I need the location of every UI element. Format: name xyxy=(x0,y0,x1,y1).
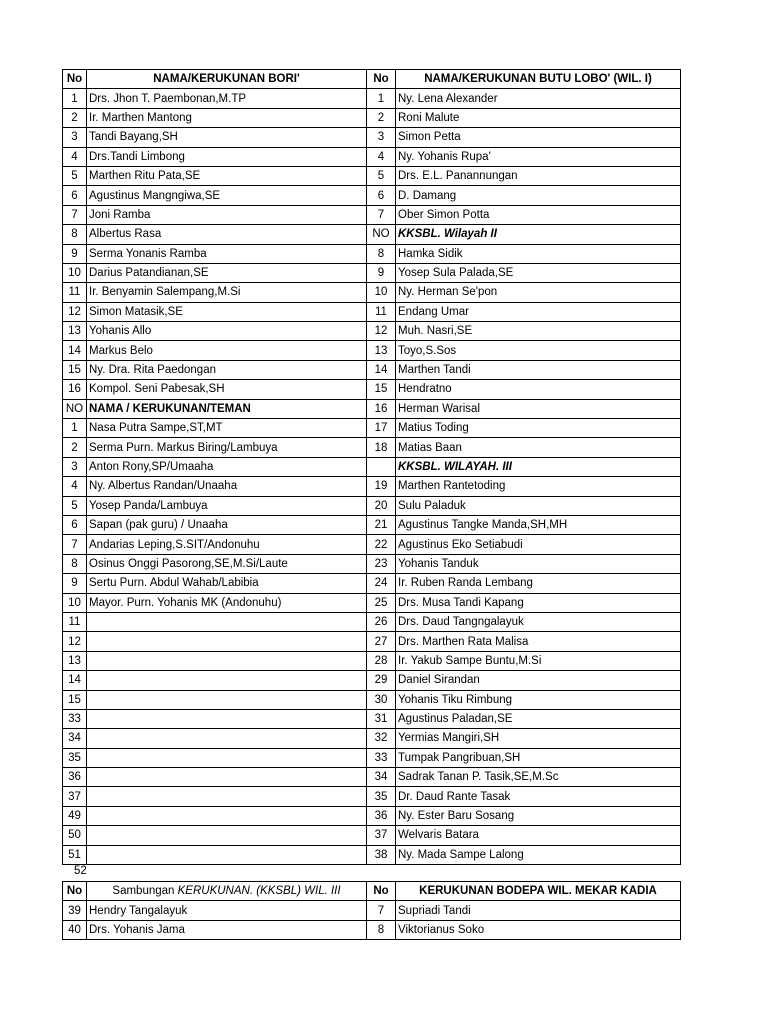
member-name-left: Yosep Panda/Lambuya xyxy=(87,496,367,515)
continuation-table xyxy=(62,881,681,940)
row-number-left: 37 xyxy=(63,787,87,806)
row-number-right: 19 xyxy=(367,477,396,496)
row-number-right: 1 xyxy=(367,89,396,108)
member-name-right: Tumpak Pangribuan,SH xyxy=(396,748,681,767)
row-number-left: 14 xyxy=(63,671,87,690)
continuation-table-body xyxy=(63,901,681,940)
table-row xyxy=(63,341,681,360)
row-number-right: 35 xyxy=(367,787,396,806)
member-name-left: Joni Ramba xyxy=(87,205,367,224)
member-name-left xyxy=(87,845,367,864)
member-name-left: Drs. Yohanis Jama xyxy=(87,920,367,939)
table-row xyxy=(63,108,681,127)
row-number-left: 39 xyxy=(63,901,87,920)
table-row xyxy=(63,535,681,554)
member-name-right: Drs. Marthen Rata Malisa xyxy=(396,632,681,651)
row-number-right: 24 xyxy=(367,574,396,593)
header-bori: NAMA/KERUKUNAN BORI' xyxy=(87,70,367,89)
member-name-right: Yermias Mangiri,SH xyxy=(396,729,681,748)
row-number-right: 14 xyxy=(367,360,396,379)
member-name-right: Ny. Herman Se'pon xyxy=(396,283,681,302)
member-name-left: Andarias Leping,S.SIT/Andonuhu xyxy=(87,535,367,554)
member-name-right: Agustinus Paladan,SE xyxy=(396,709,681,728)
table-row xyxy=(63,651,681,670)
row-number-right: 32 xyxy=(367,729,396,748)
row-number-left: 16 xyxy=(63,380,87,399)
member-name-right: Ny. Ester Baru Sosang xyxy=(396,806,681,825)
member-name-left: Drs. Jhon T. Paembonan,M.TP xyxy=(87,89,367,108)
row-number-left: 7 xyxy=(63,205,87,224)
member-name-right: Yohanis Tanduk xyxy=(396,554,681,573)
row-number-left: 4 xyxy=(63,147,87,166)
row-count: 52 xyxy=(74,865,87,877)
member-name-left: Kompol. Seni Pabesak,SH xyxy=(87,380,367,399)
member-name-right: Sulu Paladuk xyxy=(396,496,681,515)
row-number-right: 3 xyxy=(367,128,396,147)
row-number-left: 8 xyxy=(63,554,87,573)
member-name-right: Dr. Daud Rante Tasak xyxy=(396,787,681,806)
row-number-left: 15 xyxy=(63,360,87,379)
member-name-right: Matias Baan xyxy=(396,438,681,457)
row-number-left: 2 xyxy=(63,438,87,457)
row-number-left: 1 xyxy=(63,89,87,108)
row-number-right: NO xyxy=(367,225,396,244)
table-row xyxy=(63,768,681,787)
member-name-right: Agustinus Tangke Manda,SH,MH xyxy=(396,515,681,534)
member-name-right: Ny. Mada Sampe Lalong xyxy=(396,845,681,864)
member-name-right: Yosep Sula Palada,SE xyxy=(396,263,681,282)
member-name-right: Hamka Sidik xyxy=(396,244,681,263)
member-name-left: Simon Matasik,SE xyxy=(87,302,367,321)
row-number-right: 21 xyxy=(367,515,396,534)
member-name-right: Ir. Ruben Randa Lembang xyxy=(396,574,681,593)
header-no-right: No xyxy=(367,882,396,901)
member-name-left: Ny. Dra. Rita Paedongan xyxy=(87,360,367,379)
member-name-right: Muh. Nasri,SE xyxy=(396,322,681,341)
row-number-right: 20 xyxy=(367,496,396,515)
row-number-right: 2 xyxy=(367,108,396,127)
row-number-right: 7 xyxy=(367,901,396,920)
member-name-left xyxy=(87,612,367,631)
row-number-left: 36 xyxy=(63,768,87,787)
table-row xyxy=(63,166,681,185)
row-number-left: 15 xyxy=(63,690,87,709)
member-name-left xyxy=(87,787,367,806)
table-row xyxy=(63,322,681,341)
member-name-left xyxy=(87,806,367,825)
member-name-right: Endang Umar xyxy=(396,302,681,321)
row-number-left: 9 xyxy=(63,574,87,593)
member-name-left xyxy=(87,768,367,787)
header-bodepa: KERUKUNAN BODEPA WIL. MEKAR KADIA xyxy=(396,882,681,901)
table-row xyxy=(63,89,681,108)
member-name-right: Drs. E.L. Panannungan xyxy=(396,166,681,185)
row-number-left: 8 xyxy=(63,225,87,244)
table-row xyxy=(63,263,681,282)
member-name-left xyxy=(87,651,367,670)
row-number-right: 25 xyxy=(367,593,396,612)
row-number-right: 6 xyxy=(367,186,396,205)
member-name-right: Hendratno xyxy=(396,380,681,399)
member-name-left: Serma Purn. Markus Biring/Lambuya xyxy=(87,438,367,457)
table-row xyxy=(63,399,681,418)
header-row xyxy=(63,882,681,901)
row-number-right: 17 xyxy=(367,419,396,438)
table-row xyxy=(63,671,681,690)
table-row xyxy=(63,128,681,147)
row-number-right: 18 xyxy=(367,438,396,457)
row-number-right: 4 xyxy=(367,147,396,166)
member-name-left xyxy=(87,690,367,709)
row-number-right: 8 xyxy=(367,920,396,939)
row-number-right: 5 xyxy=(367,166,396,185)
member-name-left: Yohanis Allo xyxy=(87,322,367,341)
row-number-left: 3 xyxy=(63,457,87,476)
member-name-left xyxy=(87,709,367,728)
table-row xyxy=(63,477,681,496)
member-name-left: Hendry Tangalayuk xyxy=(87,901,367,920)
row-number-right: 23 xyxy=(367,554,396,573)
table-row xyxy=(63,419,681,438)
table-row xyxy=(63,244,681,263)
member-name-right: Agustinus Eko Setiabudi xyxy=(396,535,681,554)
member-name-right: Matius Toding xyxy=(396,419,681,438)
table-row xyxy=(63,729,681,748)
member-name-left: Darius Patandianan,SE xyxy=(87,263,367,282)
table-row xyxy=(63,593,681,612)
row-number-right: 9 xyxy=(367,263,396,282)
member-name-left: Tandi Bayang,SH xyxy=(87,128,367,147)
member-name-right: Yohanis Tiku Rimbung xyxy=(396,690,681,709)
member-name-left: Ny. Albertus Randan/Unaaha xyxy=(87,477,367,496)
member-name-right: Drs. Musa Tandi Kapang xyxy=(396,593,681,612)
row-number-left: 9 xyxy=(63,244,87,263)
table-row xyxy=(63,920,681,939)
header-no-left: No xyxy=(63,882,87,901)
row-number-left: 5 xyxy=(63,496,87,515)
table-row xyxy=(63,554,681,573)
row-number-right: 38 xyxy=(367,845,396,864)
member-name-left: Agustinus Mangngiwa,SE xyxy=(87,186,367,205)
row-number-right: 8 xyxy=(367,244,396,263)
row-number-left: 2 xyxy=(63,108,87,127)
member-name-right: Herman Warisal xyxy=(396,399,681,418)
member-name-left: Ir. Benyamin Salempang,M.Si xyxy=(87,283,367,302)
member-name-left: Serma Yonanis Ramba xyxy=(87,244,367,263)
row-number-left: NO xyxy=(63,399,87,418)
table-row xyxy=(63,457,681,476)
member-name-right: Viktorianus Soko xyxy=(396,920,681,939)
row-number-left: 49 xyxy=(63,806,87,825)
row-number-left: 13 xyxy=(63,651,87,670)
row-number-right: 31 xyxy=(367,709,396,728)
member-name-left: Markus Belo xyxy=(87,341,367,360)
table-row xyxy=(63,826,681,845)
row-number-left: 10 xyxy=(63,593,87,612)
member-name-right: KKSBL. Wilayah II xyxy=(396,225,681,244)
member-name-left xyxy=(87,729,367,748)
table-row xyxy=(63,709,681,728)
table-row xyxy=(63,787,681,806)
table-row xyxy=(63,632,681,651)
member-name-right: Ny. Yohanis Rupa' xyxy=(396,147,681,166)
row-number-left: 12 xyxy=(63,632,87,651)
member-name-left xyxy=(87,632,367,651)
row-number-right: 36 xyxy=(367,806,396,825)
member-name-right: Welvaris Batara xyxy=(396,826,681,845)
table-row xyxy=(63,360,681,379)
member-name-left: Nasa Putra Sampe,ST,MT xyxy=(87,419,367,438)
table-row xyxy=(63,186,681,205)
member-name-left: Mayor. Purn. Yohanis MK (Andonuhu) xyxy=(87,593,367,612)
row-number-left: 11 xyxy=(63,283,87,302)
member-name-right: Sadrak Tanan P. Tasik,SE,M.Sc xyxy=(396,768,681,787)
member-name-right: Toyo,S.Sos xyxy=(396,341,681,360)
row-number-left: 4 xyxy=(63,477,87,496)
member-name-right: Drs. Daud Tangngalayuk xyxy=(396,612,681,631)
row-number-left: 14 xyxy=(63,341,87,360)
row-number-right: 37 xyxy=(367,826,396,845)
member-name-left: Albertus Rasa xyxy=(87,225,367,244)
member-name-right: KKSBL. WILAYAH. III xyxy=(396,457,681,476)
row-number-left: 11 xyxy=(63,612,87,631)
header-row xyxy=(63,70,681,89)
header-sambungan: Sambungan KERUKUNAN. (KKSBL) WIL. III xyxy=(87,882,367,901)
row-number-right: 10 xyxy=(367,283,396,302)
member-name-left: Sertu Purn. Abdul Wahab/Labibia xyxy=(87,574,367,593)
row-number-right: 26 xyxy=(367,612,396,631)
member-name-left: Drs.Tandi Limbong xyxy=(87,147,367,166)
row-number-right: 27 xyxy=(367,632,396,651)
table-row xyxy=(63,612,681,631)
row-number-left: 12 xyxy=(63,302,87,321)
header-butu-lobo: NAMA/KERUKUNAN BUTU LOBO' (WIL. I) xyxy=(396,70,681,89)
member-name-right: Roni Malute xyxy=(396,108,681,127)
row-number-left: 5 xyxy=(63,166,87,185)
row-number-left: 50 xyxy=(63,826,87,845)
row-number-left: 35 xyxy=(63,748,87,767)
member-name-left: NAMA / KERUKUNAN/TEMAN xyxy=(87,399,367,418)
row-number-left: 40 xyxy=(63,920,87,939)
row-number-right: 11 xyxy=(367,302,396,321)
row-number-left: 33 xyxy=(63,709,87,728)
member-name-left: Sapan (pak guru) / Unaaha xyxy=(87,515,367,534)
member-name-left: Marthen Ritu Pata,SE xyxy=(87,166,367,185)
row-number-left: 51 xyxy=(63,845,87,864)
row-number-right xyxy=(367,457,396,476)
table-row xyxy=(63,901,681,920)
table-row xyxy=(63,225,681,244)
row-number-right: 12 xyxy=(367,322,396,341)
member-name-left: Osinus Onggi Pasorong,SE,M.Si/Laute xyxy=(87,554,367,573)
table-row xyxy=(63,574,681,593)
member-name-right: Daniel Sirandan xyxy=(396,671,681,690)
row-number-right: 15 xyxy=(367,380,396,399)
table-row xyxy=(63,515,681,534)
member-name-right: Marthen Rantetoding xyxy=(396,477,681,496)
table-row xyxy=(63,806,681,825)
member-name-left: Ir. Marthen Mantong xyxy=(87,108,367,127)
row-number-left: 3 xyxy=(63,128,87,147)
header-no-right: No xyxy=(367,70,396,89)
row-number-left: 7 xyxy=(63,535,87,554)
table-row xyxy=(63,283,681,302)
table-row xyxy=(63,748,681,767)
row-number-right: 28 xyxy=(367,651,396,670)
member-name-right: Ir. Yakub Sampe Buntu,M.Si xyxy=(396,651,681,670)
member-name-right: D. Damang xyxy=(396,186,681,205)
row-number-right: 7 xyxy=(367,205,396,224)
table-row xyxy=(63,496,681,515)
row-number-right: 34 xyxy=(367,768,396,787)
member-name-right: Ny. Lena Alexander xyxy=(396,89,681,108)
member-table-body xyxy=(63,89,681,865)
member-name-right: Supriadi Tandi xyxy=(396,901,681,920)
table-row xyxy=(63,380,681,399)
member-name-right: Simon Petta xyxy=(396,128,681,147)
member-name-left xyxy=(87,671,367,690)
table-row xyxy=(63,845,681,864)
row-number-right: 13 xyxy=(367,341,396,360)
table-row xyxy=(63,302,681,321)
table-row xyxy=(63,147,681,166)
row-number-left: 6 xyxy=(63,515,87,534)
member-name-left xyxy=(87,826,367,845)
row-number-right: 29 xyxy=(367,671,396,690)
row-number-left: 10 xyxy=(63,263,87,282)
row-number-right: 33 xyxy=(367,748,396,767)
row-number-left: 1 xyxy=(63,419,87,438)
row-number-left: 34 xyxy=(63,729,87,748)
row-number-left: 13 xyxy=(63,322,87,341)
header-no-left: No xyxy=(63,70,87,89)
member-name-left: Anton Rony,SP/Umaaha xyxy=(87,457,367,476)
member-table xyxy=(62,69,681,865)
table-row xyxy=(63,690,681,709)
row-number-right: 22 xyxy=(367,535,396,554)
row-number-right: 16 xyxy=(367,399,396,418)
table-row xyxy=(63,438,681,457)
member-name-right: Ober Simon Potta xyxy=(396,205,681,224)
row-number-left: 6 xyxy=(63,186,87,205)
member-name-left xyxy=(87,748,367,767)
member-name-right: Marthen Tandi xyxy=(396,360,681,379)
table-row xyxy=(63,205,681,224)
row-number-right: 30 xyxy=(367,690,396,709)
